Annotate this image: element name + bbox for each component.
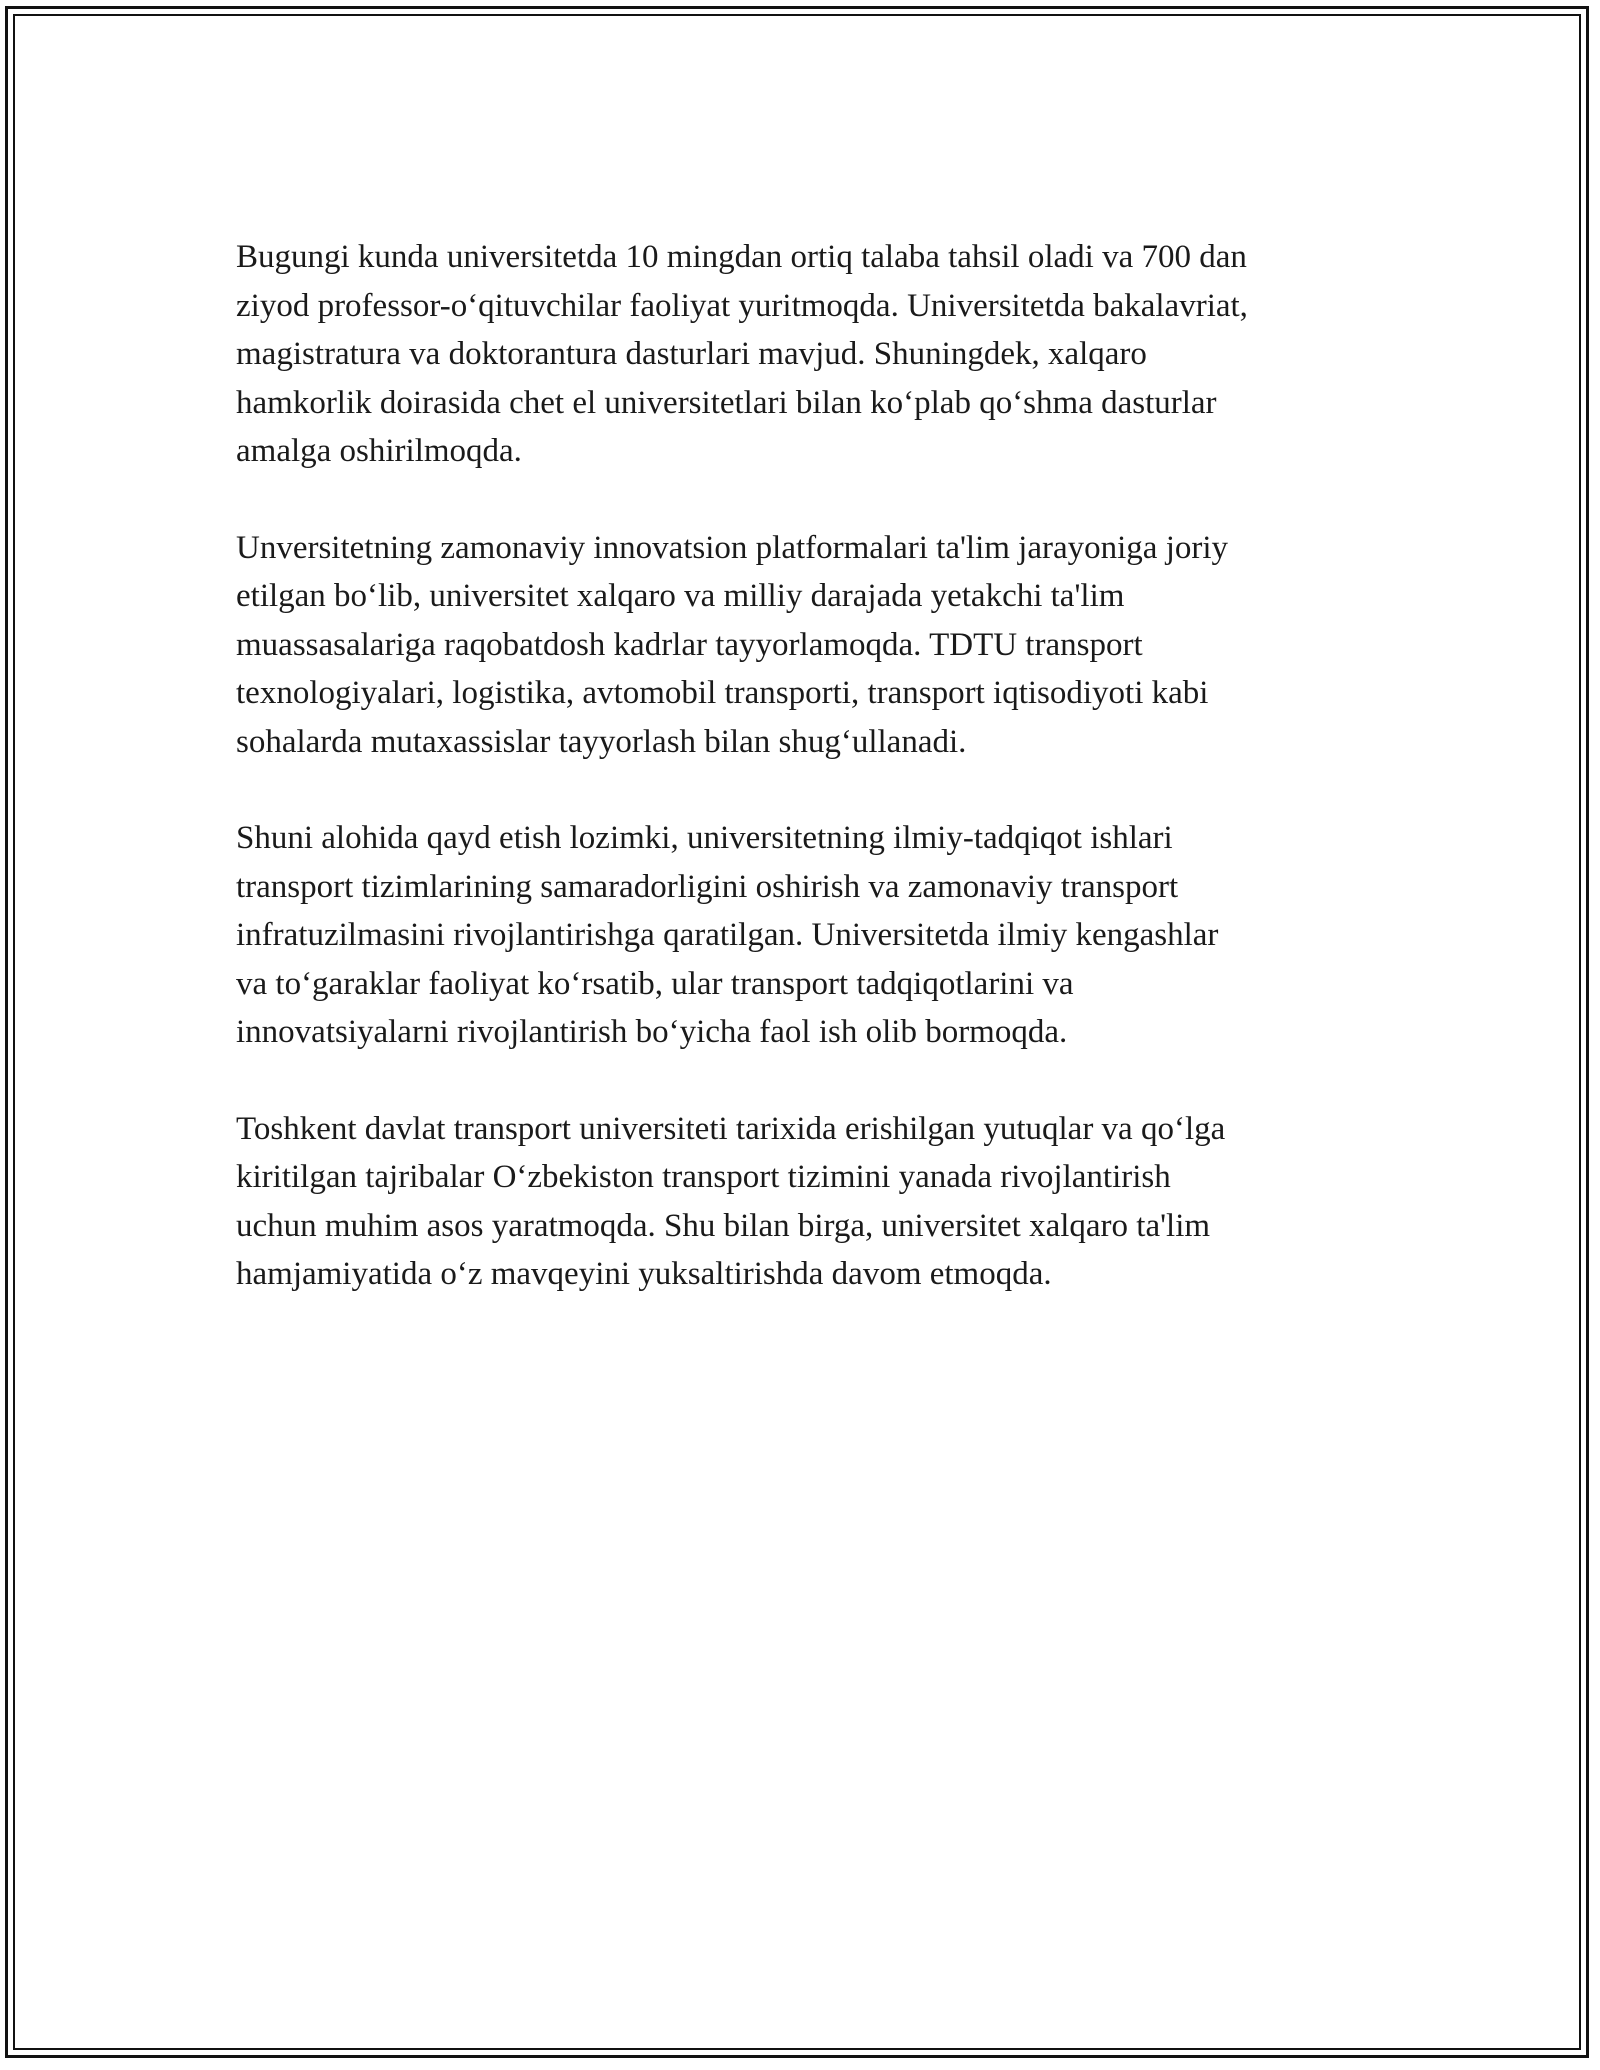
paragraph-4	[236, 1105, 1416, 1299]
text-line: infratuzilmasini rivojlantirishga qaratilgan. Universitetda ilmiy kengashlar	[236, 917, 1219, 953]
paragraph-2	[236, 524, 1416, 767]
text-line: Toshkent davlat transport universiteti tarixida erishilgan yutuqlar va qo‘lga	[236, 1110, 1226, 1147]
paragraph-3	[236, 814, 1416, 1057]
text-line: kiritilgan tajribalar O‘zbekiston transport tizimini yanada rivojlantirish	[236, 1159, 1171, 1195]
text-line: transport tizimlarining samaradorligini oshirish va zamonaviy transport	[236, 868, 1179, 905]
text-line: muassasalariga raqobatdosh kadrlar tayyorlamoqda. TDTU transport	[236, 626, 1143, 663]
text-line: magistratura va doktorantura dasturlari mavjud. Shuningdek, xalqaro	[236, 336, 1147, 372]
text-line: uchun muhim asos yaratmoqda. Shu bilan birga, universitet xalqaro ta'lim	[236, 1207, 1211, 1244]
text-line: Shuni alohida qayd etish lozimki, universitetning ilmiy-tadqiqot ishlari	[236, 820, 1173, 856]
text-line: hamjamiyatida o‘z mavqeyini yuksaltirishda davom etmoqda.	[236, 1256, 1052, 1292]
text-line: texnologiyalari, logistika, avtomobil transporti, transport iqtisodiyoti kabi	[236, 675, 1209, 711]
text-line: sohalarda mutaxassislar tayyorlash bilan shug‘ullanadi.	[236, 723, 967, 760]
text-line: etilgan bo‘lib, universitet xalqaro va milliy darajada yetakchi ta'lim	[236, 578, 1125, 614]
paragraph-1	[236, 233, 1416, 476]
text-line: innovatsiyalarni rivojlantirish bo‘yicha faol ish olib bormoqda.	[236, 1014, 1068, 1050]
document-body	[236, 233, 1416, 1347]
text-line: va to‘garaklar faoliyat ko‘rsatib, ular transport tadqiqotlarini va	[236, 965, 1074, 1002]
text-line: Bugungi kunda universitetda 10 mingdan ortiq talaba tahsil oladi va 700 dan	[236, 239, 1247, 275]
text-line: ziyod professor-o‘qituvchilar faoliyat yuritmoqda. Universitetda bakalavriat,	[236, 287, 1248, 324]
text-line: amalga oshirilmoqda.	[236, 433, 522, 469]
text-line: hamkorlik doirasida chet el universitetlari bilan ko‘plab qo‘shma dasturlar	[236, 384, 1217, 421]
text-line: Unversitetning zamonaviy innovatsion platformalari ta'lim jarayoniga joriy	[236, 529, 1229, 566]
